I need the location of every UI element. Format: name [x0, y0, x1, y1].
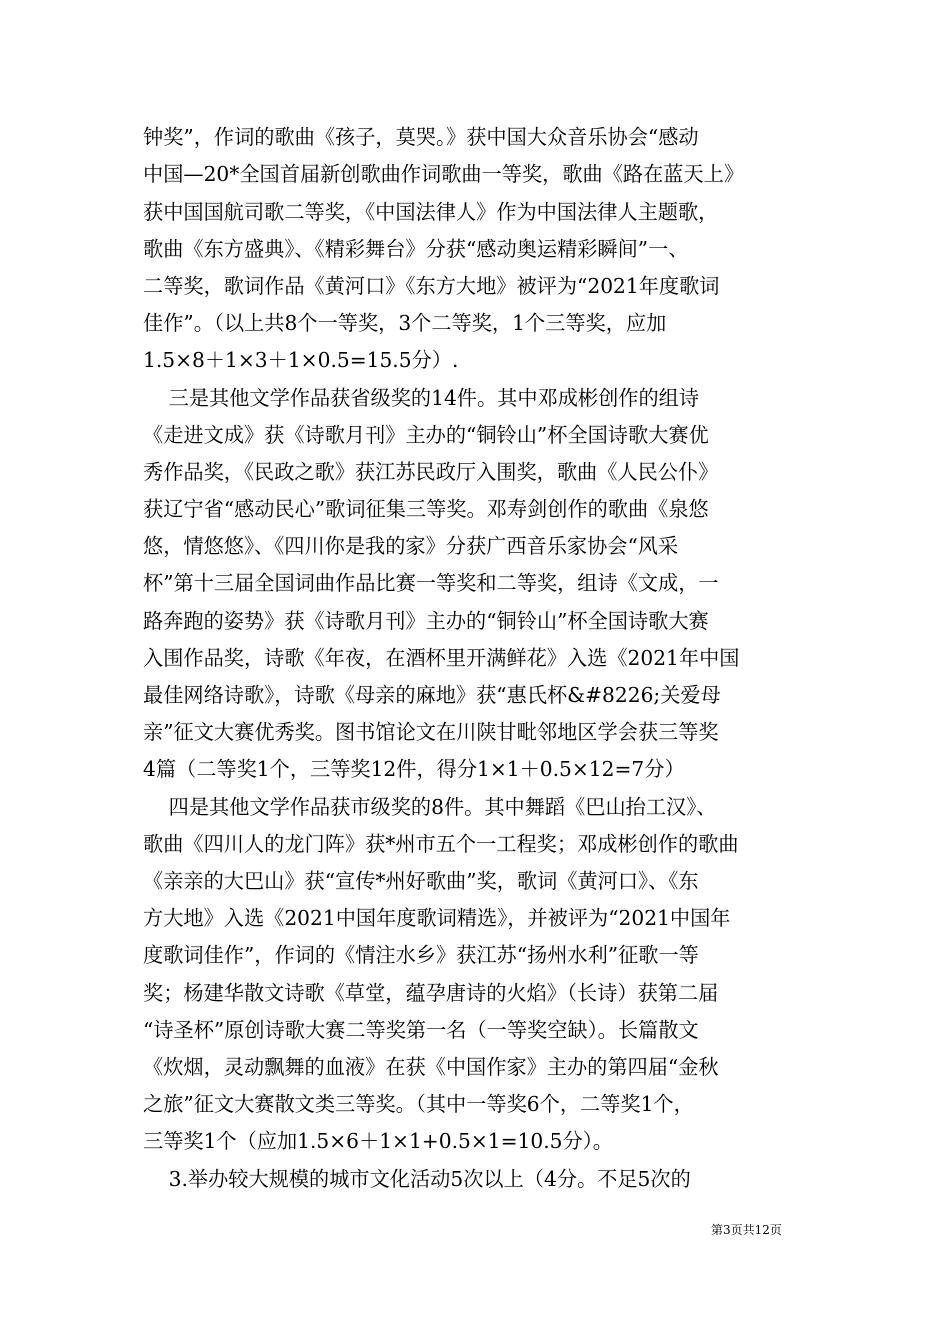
text-line: 中国—20*全国首届新创歌曲作词歌曲一等奖，歌曲《路在蓝天上》: [143, 162, 745, 186]
text-line: 歌曲《四川人的龙门阵》获*州市五个一工程奖；邓成彬创作的歌曲: [143, 832, 739, 856]
text-line: 三等奖1个（应加1.5×6＋1×1+0.5×1=10.5分）。: [143, 1129, 613, 1153]
text-line: 歌曲《东方盛典》、《精彩舞台》分获“感动奥运精彩瞬间”一、: [143, 237, 689, 261]
text-line: 三是其他文学作品获省级奖的14件。其中邓成彬创作的组诗: [143, 386, 700, 410]
text-line: 《炊烟，灵动飘舞的血液》在获《中国作家》主办的第四届“金秋: [143, 1055, 719, 1079]
text-line: 入围作品奖，诗歌《年夜，在酒杯里开满鲜花》入选《2021年中国: [143, 646, 740, 670]
text-line: 4篇（二等奖1个，三等奖12件，得分1×1＋0.5×12=7分）: [143, 757, 685, 781]
text-line: 最佳网络诗歌》，诗歌《母亲的麻地》获“惠氏杯&#8226;关爱母: [143, 683, 721, 707]
text-line: 《亲亲的大巴山》获“宣传*州好歌曲”奖，歌词《黄河口》、《东: [143, 869, 699, 893]
text-line: 悠，情悠悠》、《四川你是我的家》分获广西音乐家协会“风采: [143, 534, 679, 558]
text-line: 获辽宁省“感动民心”歌词征集三等奖。邓寿剑创作的歌曲《泉悠: [143, 497, 709, 521]
text-line: “诗圣杯”原创诗歌大赛二等奖第一名（一等奖空缺）。长篇散文: [143, 1018, 699, 1042]
text-line: 路奔跑的姿势》获《诗歌月刊》主办的“铜铃山”杯全国诗歌大赛: [143, 609, 709, 633]
text-line: 《走进文成》获《诗歌月刊》主办的“铜铃山”杯全国诗歌大赛优: [143, 423, 709, 447]
text-line: 度歌词佳作”，作词的《情注水乡》获江苏“扬州水利”征歌一等: [143, 943, 699, 967]
text-line: 之旅”征文大赛散文类三等奖。（其中一等奖6个，二等奖1个，: [143, 1092, 694, 1116]
text-line: 二等奖，歌词作品《黄河口》《东方大地》被评为“2021年度歌词: [143, 274, 720, 298]
text-line: 秀作品奖，《民政之歌》获江苏民政厅入围奖，歌曲《人民公仆》: [143, 460, 719, 484]
text-line: 方大地》入选《2021中国年度歌词精选》，并被评为“2021中国年: [143, 906, 731, 930]
page-number: 第3页共12页: [711, 1223, 782, 1237]
text-line: 获中国国航司歌二等奖，《中国法律人》作为中国法律人主题歌，: [143, 200, 719, 224]
text-line: 杯”第十三届全国词曲作品比赛一等奖和二等奖，组诗《文成，一: [143, 571, 719, 595]
text-line: 四是其他文学作品获市级奖的8件。其中舞蹈《巴山抬工汉》、: [143, 795, 717, 819]
text-line: 亲”征文大赛优秀奖。图书馆论文在川陕甘毗邻地区学会获三等奖: [143, 720, 719, 744]
text-line: 佳作”。（以上共8个一等奖，3个二等奖，1个三等奖，应加: [143, 311, 667, 335]
text-line: 3.举办较大规模的城市文化活动5次以上（4分。不足5次的: [143, 1167, 691, 1191]
text-line: 1.5×8＋1×3＋1×0.5=15.5分）.: [143, 348, 459, 372]
text-line: 钟奖”，作词的歌曲《孩子，莫哭。》获中国大众音乐协会“感动: [143, 125, 699, 149]
text-line: 奖；杨建华散文诗歌《草堂，蕴孕唐诗的火焰》（长诗）获第二届: [143, 981, 719, 1005]
